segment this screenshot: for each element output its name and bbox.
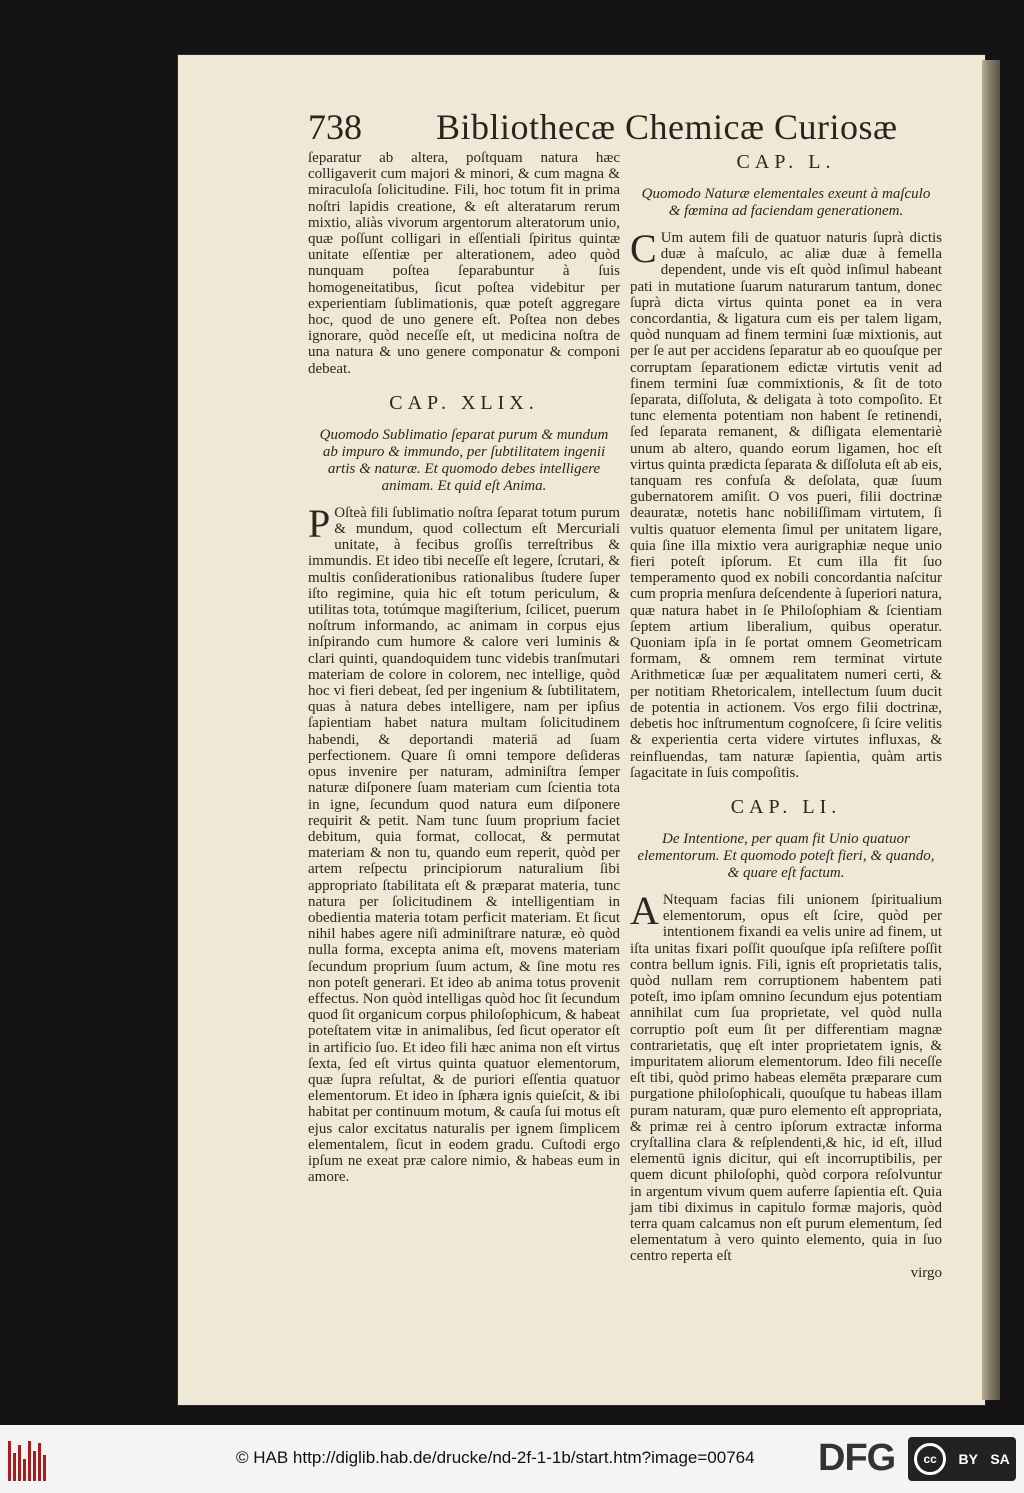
page-number: 738 (308, 107, 362, 147)
chapter-subtitle-l: Quomodo Naturæ elementales exeunt à maſculo & fœmina ad faciendam generationem. (641, 186, 931, 219)
left-paragraph-2-text: Oſteà fili ſublimatio noſtra ſeparat totum purum & mundum, quod collectum eſt Mercuriali unitate, à fecibus groſſis terreſtribus & immundis. Et ideo tibi neceſſe eſt legere, ſcrutari, & multis conſiderationibus rationalibus ſtudere ſuper iſto regimine, quia hic eſt totum periculum, & utilitas tota, totúmque magiſterium, ſcilicet, puerum noſtrum informando, ac animam in corpus ejus inſpirando cum humore & calore veri luminis & clari quinti, quandoquidem tunc videbis tranſmutari materiam de colore in colorem, nec intellige, quòd hoc vi fieri debeat, ſed per ingenium & ſubtilitatem, quas à natura debes intelligere, nam per ipſius ſapientiam habet natura multam ſolicitudinem habendi, & deportandi materiā ad ſuam perfectionem. Quare ſi omni tempore deſideras opus invenire per naturam, adminiſtra ſemper naturæ diſponere ſuam materiam cum ſcientia tota in igne, ſecundum quod natura eum diſponere requirit & petit. Nam tunc ſuum proprium faciet debitum, quia format, collocat, & permutat materiam & non tu, quando eum reperit, quòd per artem reſpectu principiorum naturalium ſibi appropriato ſtabilitata eſt & præparat materia, tunc natura per ſolicitudinem & intelligentiam in obedientia materia totam perficit materiam. Et ſicut nihil habes agere niſi adminiſtrare naturæ, eò quòd nulla forma, excepta anima eſt, movens materiam ſecundum proprium ſuum actum, & ſine motu res non poteſt generari. Et ideo ab anima totus provenit effectus. Non quòd intelligas quòd hoc ſit ſecundum quod ſit organicum corpus philoſophicum, & habeat poteſtatem vitæ in animalibus, ſed ſicut operator eſt in artificio ſuo. Et ideo fili hæc anima non eſt virtus ſexta, ſed eſt virtus quinta quatuor elementorum, quæ ſupra reſultat, & de puriori eſſentia quatuor elementorum. Et ideo in ſphæra ignis quieſcit, & ibi habitat per continuum motum, & cauſa ſui motus eſt ejus calor excitatus naturalis per ignem ſimplicem elementalem, ſicut in eodem gradu. Cuſtodi ergo ipſum ne exeat præ calore nimio, & habeas eum in amore. (308, 504, 620, 1186)
right-paragraph-1 (630, 226, 942, 781)
left-paragraph-1: ſeparatur ab altera, poſtquam natura hæc colligaverit cum majori & minori, & cum magna & miraculoſa ſolicitudine. Fili, hoc totum fit in prima noſtri lapidis creatione, & eſt alteratarum rerum mixtio, aliàs vivorum argentorum alteratorum unio, quæ poſſunt colligari in eſſentiali ſpiritus quintæ unitate eſſentiæ per alterationem, adeo quòd nunquam poſtea ſeparabuntur à ſuis homogeneitatibus, ſicut poſtea videbitur per experientiam ſublimationis, quæ poteſt aggregare hoc, quod de uno genere eſt. Poſtea non debes ignorare, quòd neceſſe eſt, ut medicina noſtra de una natura & uno genere componatur & componi debeat. (308, 150, 620, 377)
page-edge (982, 60, 1000, 1400)
sa-icon: SA (990, 1451, 1010, 1467)
cc-license-badge[interactable] (908, 1437, 1016, 1481)
dropcap-p: P (308, 500, 331, 546)
right-paragraph-1-text: Um autem fili de quatuor naturis ſuprà dictis duæ à maſculo, ac aliæ duæ à femella dependent, unde vis eſt quòd inſimul habeant pati in mutatione ſuarum naturarum tantum, donec ſuprà dicta virtus quinta ponet ea in vera concordantia, & ligatura cum eis per talem ligam, quòd nunquam ad finem termini ſuæ mixtionis, aut per ſe aut per accidens ſeparatur ab eo quouſque per corruptam ſeparationem edictæ virtutis venit ad finem termini ſuæ commixtionis, & ſit de toto ſeparata, diſſoluta, & deligata à toto compoſito. Et tunc elementa potentiam non habent ſe retinendi, ſed ſeparata remanent, & diſligata elementariè unum ab altero, quando eorum ligamen, hoc eſt virtus quinta prædicta ſeparata & diſſoluta eſt ab eis, tanquam res confuſa & deſolata, quæ ſuum gubernatorem amiſit. O vos pueri, filii doctrinæ deauratæ, notetis hanc nobiliſſimam virtutem, ſi vultis quatuor elementa ſimul per unitatem ligare, quia ſine illa mixtio vera aurigraphiæ neque unio fieri poteſt ipſorum. Et cum illa fit ſuo temperamento quod ex nobili concordantia naſcitur cum propria menſura deſcendente à ſuperiori natura, quæ natura habet in ſe Philoſophiam & ſcientiam ſeptem artium liberalium, quibus operatur. Quoniam ipſa in ſe portat omnem Geometricam formam, & omnem rem terminat virtute Arithmeticæ ſuæ per æqualitatem numeri certi, & per notitiam Rhetoricalem, intellectum ſuum ducit de potentia in actionem. Vos ergo filii doctrinæ, debetis hoc inſtrumentum cognoſcere, ſi ſcire velitis & experientia certa videre virtutes influxas, & reinfluendas, tam naturæ ſapientia, quàm artis ſagacitate in ſuis compoſitis. (630, 230, 942, 781)
by-icon: BY (958, 1451, 978, 1467)
right-paragraph-2-text: Ntequam facias fili unionem ſpiritualium elementorum, opus eſt ſcire, quòd per intentionem fixandi ea velis unire ad finem, ut iſta unitas fixari poſſit quouſque ipſa reſiſtere poſſit contra bellum ignis. Fili, ignis eſt proprietatis talis, quòd nullam rem corruptionem habentem pati poteſt, imo ipſam omnino ſecundum ejus potentiam annihilat cum ſua proprietate, vel quòd nulla corruptio poſt eum ſit per differentiam magnæ contrarietatis, quę eſt inter proprietatem ignis, & impuritatem aliorum elementorum. Ideo fili neceſſe eſt tibi, quòd primo habeas elemēta præparare cum purgatione philoſophicali, quouſque tu habeas illam puram naturam, quæ puro elemento eſt appropriata, & primæ rei à centro ipſorum extractæ informa cryſtallina clara & reſplendenti,& hic, id eſt, illud elementū ignis dicitur, qui eſt incorruptibilis, per quem dicunt philoſophi, quòd corpora reſolvuntur in argentum vivum quem auferre ſapientia eſt. Quia jam tibi diximus in capitulo formæ majoris, quòd terra quam calcamus non eſt purum elementum, ſed elementatum à vero quinto elemento, quia in ſuo centro reperta eſt (630, 891, 942, 1265)
source-link[interactable]: © HAB http://diglib.hab.de/drucke/nd-2f-1-1b/start.htm?image=00764 (236, 1448, 755, 1467)
dropcap-a: A (630, 887, 659, 933)
dropcap-c: C (630, 226, 657, 271)
chapter-heading-li: CAP. LI. (730, 795, 842, 818)
left-column (308, 150, 620, 1185)
chapter-subtitle-li: De Intentione, per quam fit Unio quatuor elementorum. Et quomodo poteſt fieri, & quando, & quare eſt factum. (637, 830, 935, 881)
hab-logo-icon (8, 1437, 46, 1481)
catchword: virgo (910, 1264, 942, 1281)
running-head (300, 100, 940, 148)
right-paragraph-2 (630, 887, 942, 1265)
dfg-logo: DFG (818, 1437, 896, 1479)
left-paragraph-2 (308, 500, 620, 1186)
chapter-heading-l: CAP. L. (736, 151, 836, 173)
right-column (630, 150, 942, 1281)
chapter-heading-xlix: CAP. XLIX. (389, 391, 539, 414)
footer-bar (0, 1425, 1024, 1493)
page-title: Bibliothecæ Chemicæ Curiosæ (436, 107, 898, 147)
chapter-subtitle-xlix: Quomodo Sublimatio ſeparat purum & mundum ab impuro & immundo, per ſubtilitatem ingenii artis & naturæ. Et quomodo debes intelligere animam. Et quid eſt Anima. (319, 426, 609, 494)
cc-icon: cc (914, 1443, 946, 1475)
